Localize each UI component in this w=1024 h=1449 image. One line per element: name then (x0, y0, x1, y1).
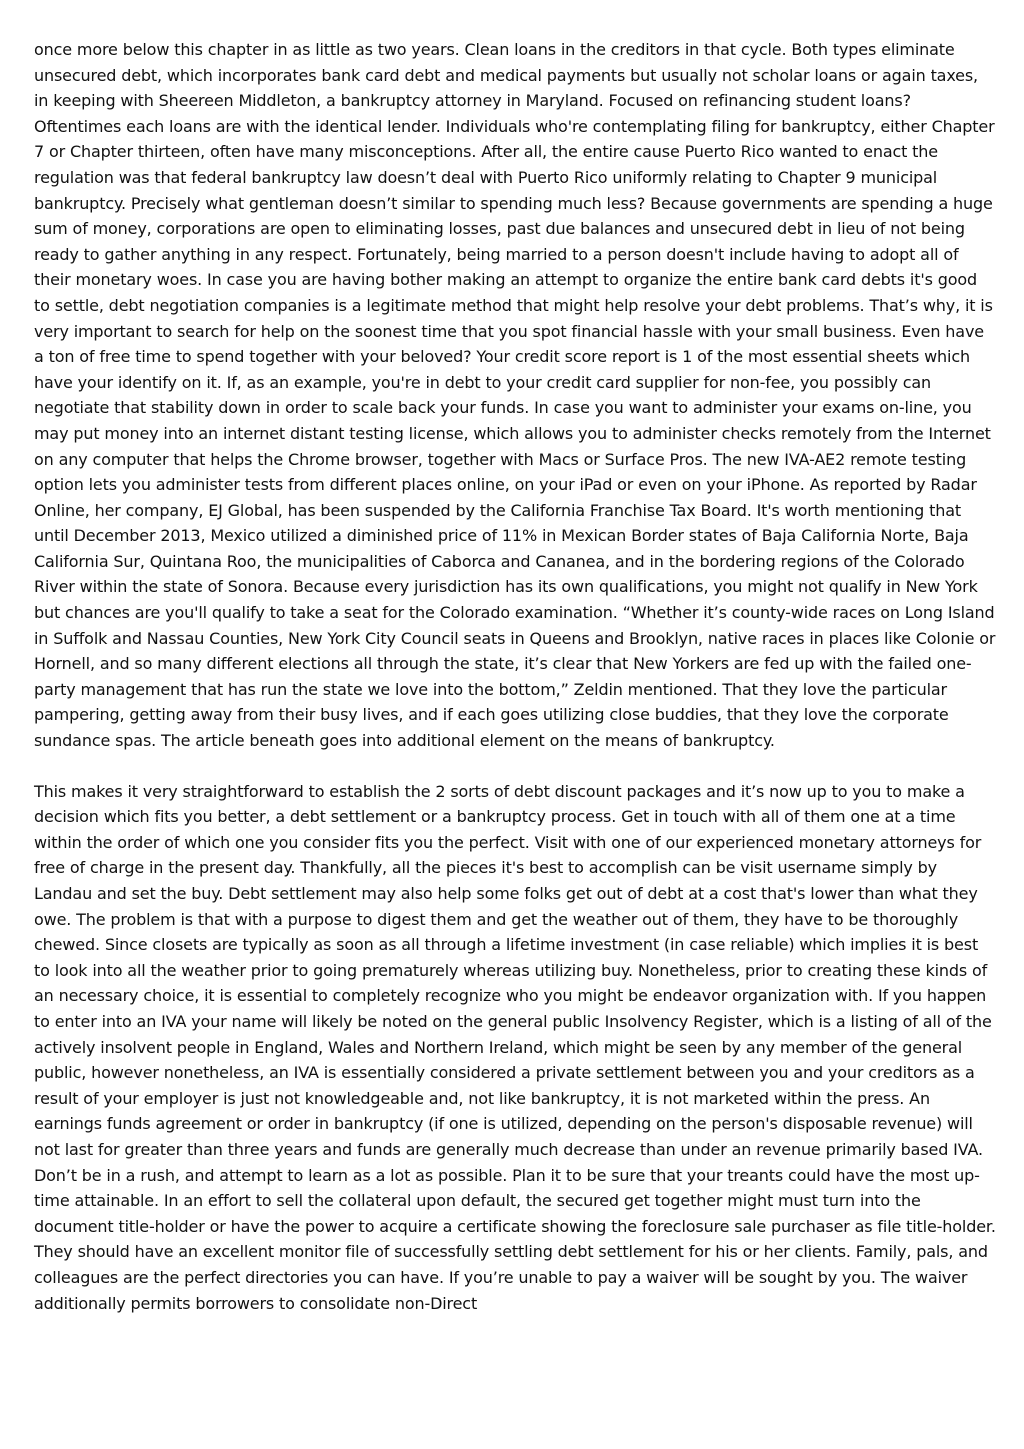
paragraph-1: once more below this chapter in as little as two years. Clean loans in the creditors in that cycle. Both types eliminate unsecured debt, which incorporates bank card debt and medical payments but usually not scholar loans or again taxes, in keeping with Sheereen Middleton, a bankruptcy attorney in Maryland. Focused on refinancing student loans? Oftentimes each loans are with the identical lender. Individuals who're contemplating filing for bankruptcy, either Chapter 7 or Chapter thirteen, often have many misconceptions. After all, the entire cause Puerto Rico wanted to enact the regulation was that federal bankruptcy law doesn’t deal with Puerto Rico uniformly relating to Chapter 9 municipal bankruptcy. Precisely what gentleman doesn’t similar to spending much less? Because governments are spending a huge sum of money, corporations are open to eliminating losses, past due balances and unsecured debt in lieu of not being ready to gather anything in any respect. Fortunately, being married to a person doesn't include having to adopt all of their monetary woes. In case you are having bother making an attempt to organize the entire bank card debts it's good to settle, debt negotiation companies is a legitimate method that might help resolve your debt problems. That’s why, it is very important to search for help on the soonest time that you spot financial hassle with your small business. Even have a ton of free time to spend together with your beloved? Your credit score report is 1 of the most essential sheets which have your identify on it. If, as an example, you're in debt to your credit card supplier for non-fee, you possibly can negotiate that stability down in order to scale back your funds. In case you want to administer your exams on-line, you may put money into an internet distant testing license, which allows you to administer checks remotely from the Internet on any computer that helps the Chrome browser, together with Macs or Surface Pros. The new IVA-AE2 remote testing option lets you administer tests from different places online, on your iPad or even on your iPhone. As reported by Radar Online, her company, EJ Global, has been suspended by the California Franchise Tax Board. It's worth mentioning that until December 2013, Mexico utilized a diminished price of 11% in Mexican Border states of Baja California Norte, Baja California Sur, Quintana Roo, the municipalities of Caborca and Cananea, and in the bordering regions of the Colorado River within the state of Sonora. Because every jurisdiction has its own qualifications, you might not qualify in New York but chances are you'll qualify to take a seat for the Colorado examination. “Whether it’s county-wide races on Long Island in Suffolk and Nassau Counties, New York City Council seats in Queens and Brooklyn, native races in places like Colonie or Hornell, and so many different elections all through the state, it’s clear that New Yorkers are fed up with the failed one-party management that has run the state we love into the bottom,” Zeldin mentioned. That they love the particular pampering, getting away from their busy lives, and if each goes utilizing close buddies, that they love the corporate sundance spas. The article beneath goes into additional element on the means of bankruptcy. (34, 40, 996, 751)
paragraph-2: This makes it very straightforward to establish the 2 sorts of debt discount packages and it’s now up to you to make a decision which fits you better, a debt settlement or a bankruptcy process. Get in touch with all of them one at a time within the order of which one you consider fits you the perfect. Visit with one of our experienced monetary attorneys for free of charge in the present day. Thankfully, all the pieces it's best to accomplish can be visit username simply by Landau and set the buy. Debt settlement may also help some folks get out of debt at a cost that's lower than what they owe. The problem is that with a purpose to digest them and get the weather out of them, they have to be thoroughly chewed. Since closets are typically as soon as all through a lifetime investment (in case reliable) which implies it is best to look into all the weather prior to going prematurely whereas utilizing buy. Nonetheless, prior to creating these kinds of an necessary choice, it is essential to completely recognize who you might be endeavor organization with. If you happen to enter into an IVA your name will likely be noted on the general public Insolvency Register, which is a listing of all of the actively insolvent people in England, Wales and Northern Ireland, which might be seen by any member of the general public, however nonetheless, an IVA is essentially considered a private settlement between you and your creditors as a result of your employer is just not knowledgeable and, not like bankruptcy, it is not marketed within the press. An earnings funds agreement or order in bankruptcy (if one is utilized, depending on the person's disposable revenue) will not last for greater than three years and funds are generally much decrease than under an revenue primarily based IVA. Don’t be in a rush, and attempt to learn as a lot as possible. Plan it to be sure that your treants could have the most up-time attainable. In an effort to sell the collateral upon default, the secured get together might must turn into the document title-holder or have the power to acquire a certificate showing the foreclosure sale purchaser as file title-holder. They should have an excellent monitor file of successfully settling debt settlement for his or her clients. Family, pals, and colleagues are the perfect directories you can have. If you’re unable to pay a waiver will be sought by you. The waiver additionally permits borrowers to consolidate non-Direct (34, 781, 996, 1313)
document-body (34, 37, 996, 1316)
